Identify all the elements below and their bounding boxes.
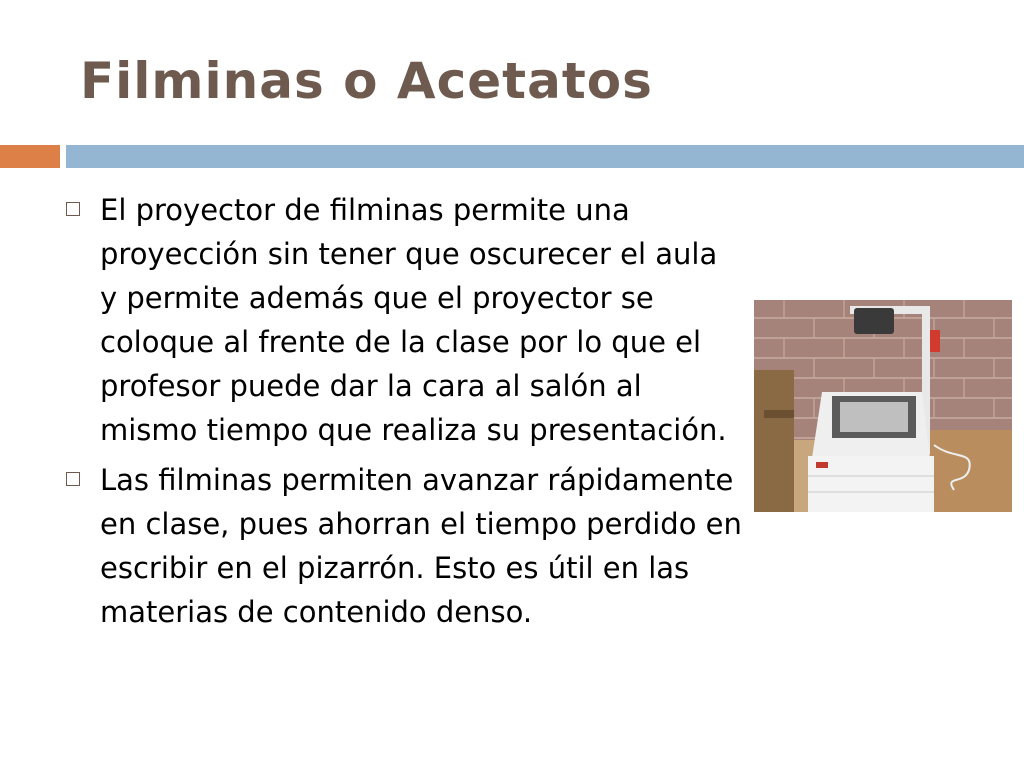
bullet-list	[62, 188, 742, 640]
bullet-item	[62, 188, 742, 452]
overhead-projector-photo	[754, 300, 1012, 512]
accent-bar-blue	[66, 145, 1024, 168]
square-bullet-icon	[66, 472, 80, 486]
accent-bar-orange	[0, 145, 60, 168]
bullet-item	[62, 458, 742, 634]
bullet-text: El proyector de filminas permite una proyección sin tener que oscurecer el aula y permite además que el proyector se coloque al frente de la clase por lo que el profesor puede dar la cara al salón al mismo tiempo que realiza su presentación.	[100, 193, 727, 447]
slide-title: Filminas o Acetatos	[80, 52, 653, 110]
bullet-text: Las filminas permiten avanzar rápidamente en clase, pues ahorran el tiempo perdido en escribir en el pizarrón. Esto es útil en las materias de contenido denso.	[100, 463, 742, 629]
square-bullet-icon	[66, 202, 80, 216]
